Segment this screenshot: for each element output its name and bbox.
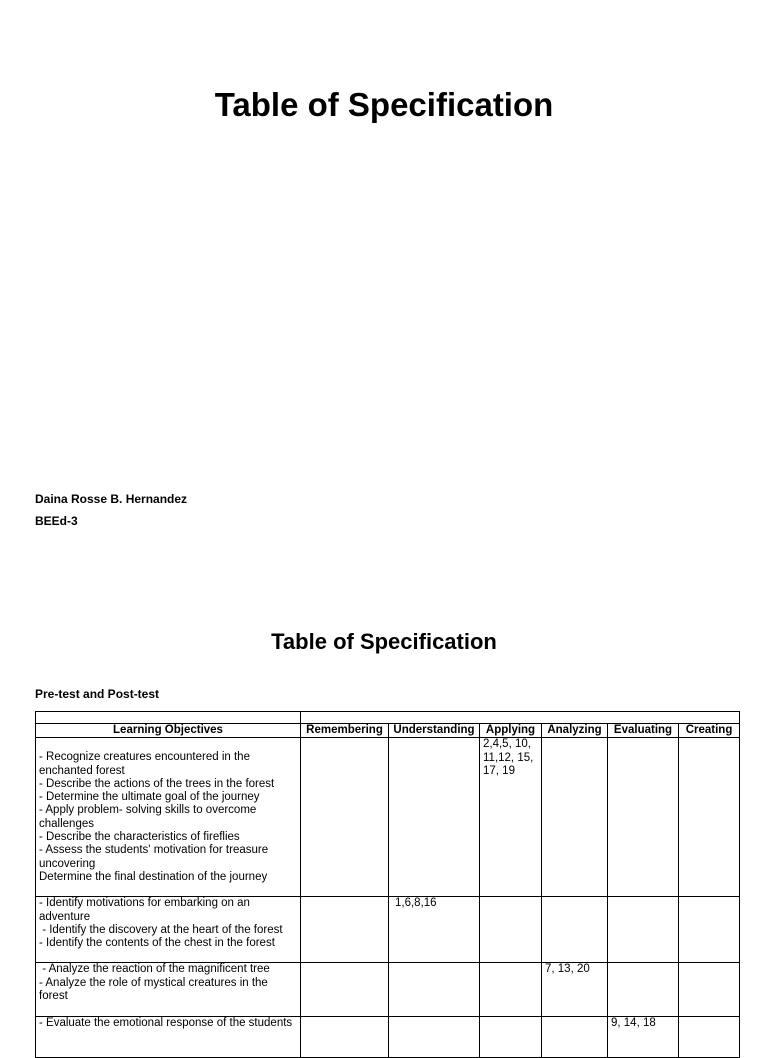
- creating-cell: [679, 738, 740, 897]
- objective-text: - Analyze the reaction of the magnificent tree: [39, 963, 270, 976]
- blank-cell: [36, 712, 301, 724]
- evaluating-cell: [608, 963, 679, 1017]
- applying-cell: [480, 963, 542, 1017]
- objective-text: - Evaluate the emotional response of the students: [39, 1017, 293, 1030]
- section-title: Table of Specification: [271, 629, 497, 654]
- objective-text: - Describe the characteristics of fireflies: [39, 831, 240, 844]
- analyzing-cell: [542, 963, 608, 1017]
- applying-cell: [480, 897, 542, 963]
- objective-text: - Analyze the role of mystical creatures in the forest: [39, 976, 268, 1002]
- evaluating-cell: [608, 1017, 679, 1058]
- creating-cell: [679, 897, 740, 963]
- applying-cell: [480, 738, 542, 897]
- column-header: Analyzing: [542, 724, 608, 738]
- column-header: Applying: [480, 724, 542, 738]
- understanding-cell: [389, 738, 480, 897]
- understanding-cell: [389, 897, 480, 963]
- understanding-cell: [389, 1017, 480, 1058]
- understanding-cell: [389, 963, 480, 1017]
- table-row: [36, 897, 740, 963]
- program-label: BEEd-3: [35, 514, 78, 528]
- objective-text: - Determine the ultimate goal of the journey: [39, 791, 260, 804]
- author-name: Daina Rosse B. Hernandez: [35, 492, 188, 506]
- creating-cell: [679, 1017, 740, 1058]
- objective-text: Determine the final destination of the journey: [39, 870, 268, 883]
- item-numbers: 9, 14, 18: [611, 1017, 656, 1030]
- objectives-cell: [36, 963, 301, 1017]
- objective-text: - Assess the students' motivation for treasure uncovering: [39, 844, 269, 870]
- item-numbers: 1,6,8,16: [395, 897, 437, 910]
- column-header: Creating: [679, 724, 740, 738]
- item-numbers: 2,4,5, 10, 11,12, 15, 17, 19: [483, 738, 534, 777]
- analyzing-cell: [542, 1017, 608, 1058]
- analyzing-cell: [542, 897, 608, 963]
- objective-text: - Describe the actions of the trees in the forest: [39, 777, 275, 790]
- column-header: Learning Objectives: [36, 724, 301, 738]
- remembering-cell: [301, 738, 389, 897]
- objectives-cell: [36, 897, 301, 963]
- evaluating-cell: [608, 738, 679, 897]
- table-row: [36, 963, 740, 1017]
- creating-cell: [679, 963, 740, 1017]
- column-header: Evaluating: [608, 724, 679, 738]
- table-row: [36, 738, 740, 897]
- objective-text: - Identify motivations for embarking on an adventure: [39, 897, 250, 923]
- column-header: Remembering: [301, 724, 389, 738]
- objective-text: - Identify the contents of the chest in the forest: [39, 937, 275, 950]
- objective-text: - Apply problem- solving skills to overcome challenges: [39, 804, 257, 830]
- objectives-cell: [36, 738, 301, 897]
- remembering-cell: [301, 897, 389, 963]
- specification-table: [35, 711, 740, 1058]
- page-title: Table of Specification: [214, 86, 554, 123]
- test-label: Pre-test and Post-test: [35, 687, 160, 701]
- remembering-cell: [301, 1017, 389, 1058]
- objective-text: - Recognize creatures encountered in the enchanted forest: [39, 751, 250, 777]
- table-blank-row: [36, 712, 740, 724]
- column-header: Understanding: [389, 724, 480, 738]
- remembering-cell: [301, 963, 389, 1017]
- table-header-row: [36, 724, 740, 738]
- evaluating-cell: [608, 897, 679, 963]
- analyzing-cell: [542, 738, 608, 897]
- objective-text: - Identify the discovery at the heart of the forest: [39, 923, 283, 936]
- blank-cell: [301, 712, 740, 724]
- item-numbers: 7, 13, 20: [545, 963, 590, 976]
- applying-cell: [480, 1017, 542, 1058]
- table-row: [36, 1017, 740, 1058]
- objectives-cell: [36, 1017, 301, 1058]
